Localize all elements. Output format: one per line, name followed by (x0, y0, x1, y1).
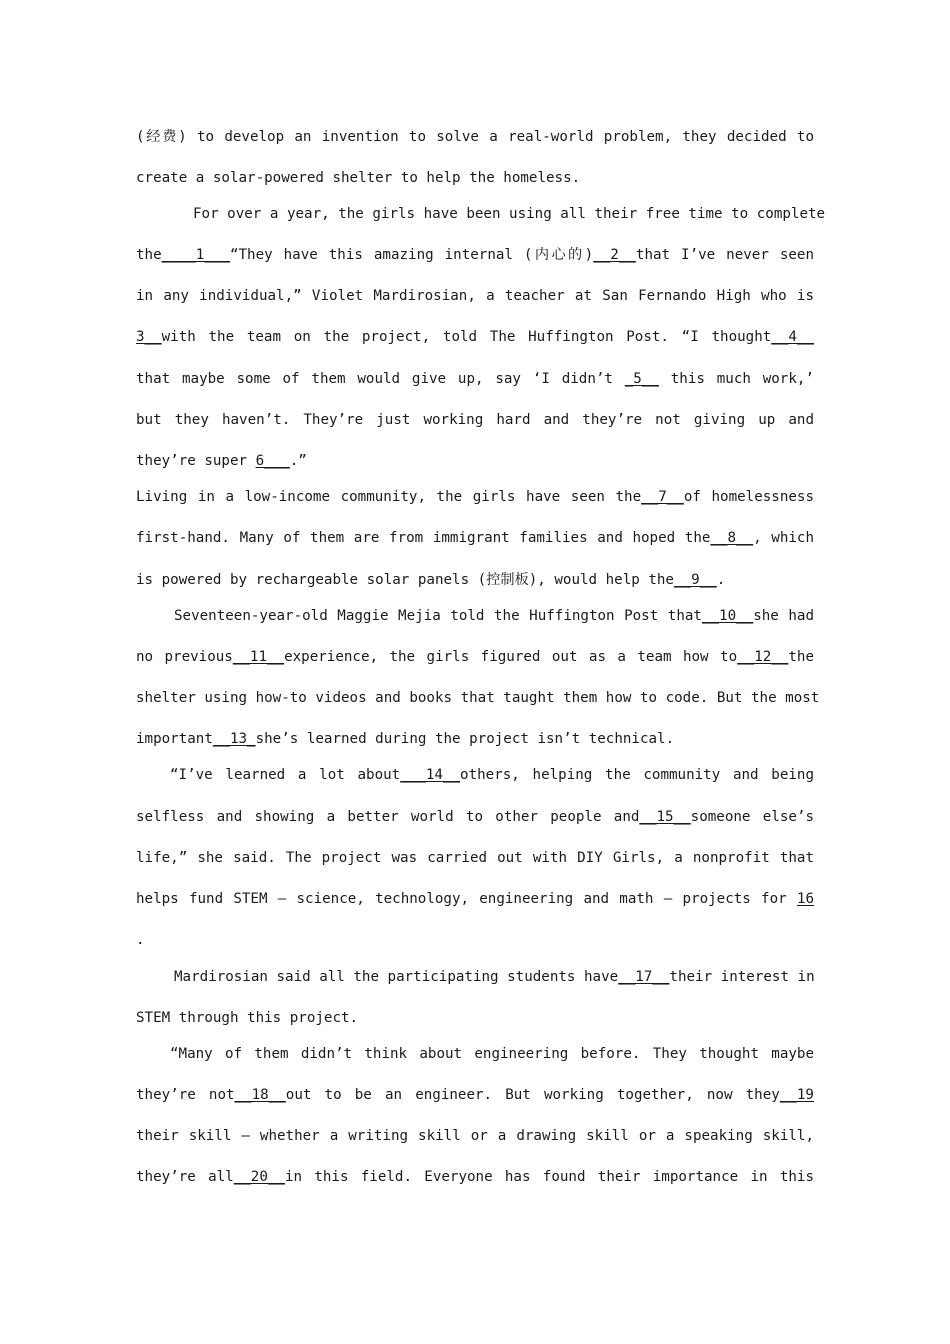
answer-blank: __17__ (618, 969, 670, 985)
text-line: STEM through this project. (136, 1010, 359, 1026)
text-line: no previous__11__experience, the girls figured out as a team how to__12__the (136, 649, 814, 665)
text-line: the____1___“They have this amazing internal (内心的)__2__that I’ve never seen (136, 247, 814, 263)
text-line: create a solar-powered shelter to help the homeless. (136, 170, 581, 186)
answer-blank: __10__ (701, 608, 754, 624)
text-line: For over a year, the girls have been using all their free time to complete (193, 206, 826, 222)
answer-blank: ____1___ (161, 247, 230, 263)
text-line: is powered by rechargeable solar panels (控制板), would help the__9__. (136, 572, 726, 588)
text-line: Seventeen-year-old Maggie Mejia told the Huffington Post that__10__she had (174, 608, 814, 624)
text-line: “Many of them didn’t think about engineering before. They thought maybe (170, 1046, 814, 1062)
text-line: but they haven’t. They’re just working hard and they’re not giving up and (136, 412, 814, 428)
answer-blank: __8__ (710, 530, 754, 546)
text-line: that maybe some of them would give up, say ‘I didn’t _5__ this much work,’ (136, 371, 814, 387)
answer-blank: __12__ (737, 649, 789, 665)
answer-blank: 3__ (136, 329, 162, 345)
text-line: Mardirosian said all the participating students have__17__their interest in (174, 969, 815, 985)
answer-blank: __7__ (641, 489, 684, 505)
text-line: Living in a low-income community, the girls have seen the__7__of homelessness (136, 489, 814, 505)
text-line: important__13_she’s learned during the project isn’t technical. (136, 731, 675, 747)
text-line: in any individual,” Violet Mardirosian, a teacher at San Fernando High who is (136, 288, 814, 304)
answer-blank: 16 (796, 891, 814, 907)
text-line: they’re not__18__out to be an engineer. But working together, now they__19 (136, 1087, 814, 1103)
text-line: . (136, 932, 145, 948)
text-line: they’re super 6___.” (136, 453, 307, 469)
answer-blank: __15__ (639, 809, 691, 825)
text-line: life,” she said. The project was carried out with DIY Girls, a nonprofit that (136, 850, 814, 866)
answer-blank: __9__ (673, 572, 717, 588)
text-line: 3__with the team on the project, told The Huffington Post. “I thought__4__ (136, 329, 814, 345)
text-line: (经费) to develop an invention to solve a real-world problem, they decided to (136, 129, 814, 145)
text-line: “I’ve learned a lot about___14__others, helping the community and being (170, 767, 815, 783)
answer-blank: _5__ (624, 371, 659, 387)
answer-blank: __4__ (771, 329, 814, 345)
text-line: they’re all__20__in this field. Everyone has found their importance in this (136, 1169, 814, 1185)
answer-blank: __2__ (593, 247, 636, 263)
answer-blank: __13_ (212, 731, 256, 747)
text-line: their skill – whether a writing skill or a drawing skill or a speaking skill, (136, 1128, 814, 1144)
text-line: shelter using how-to videos and books that taught them how to code. But the most (136, 690, 820, 706)
answer-blank: 6___ (255, 453, 290, 469)
answer-blank: __18__ (234, 1087, 286, 1103)
answer-blank: __11__ (232, 649, 285, 665)
text-line: selfless and showing a better world to other people and__15__someone else’s (136, 809, 814, 825)
answer-blank: __19 (779, 1087, 814, 1103)
text-line: helps fund STEM – science, technology, engineering and math – projects for 16 (136, 891, 814, 907)
answer-blank: ___14__ (400, 767, 461, 783)
text-line: first-hand. Many of them are from immigrant families and hoped the__8__, which (136, 530, 814, 546)
answer-blank: __20__ (233, 1169, 285, 1185)
